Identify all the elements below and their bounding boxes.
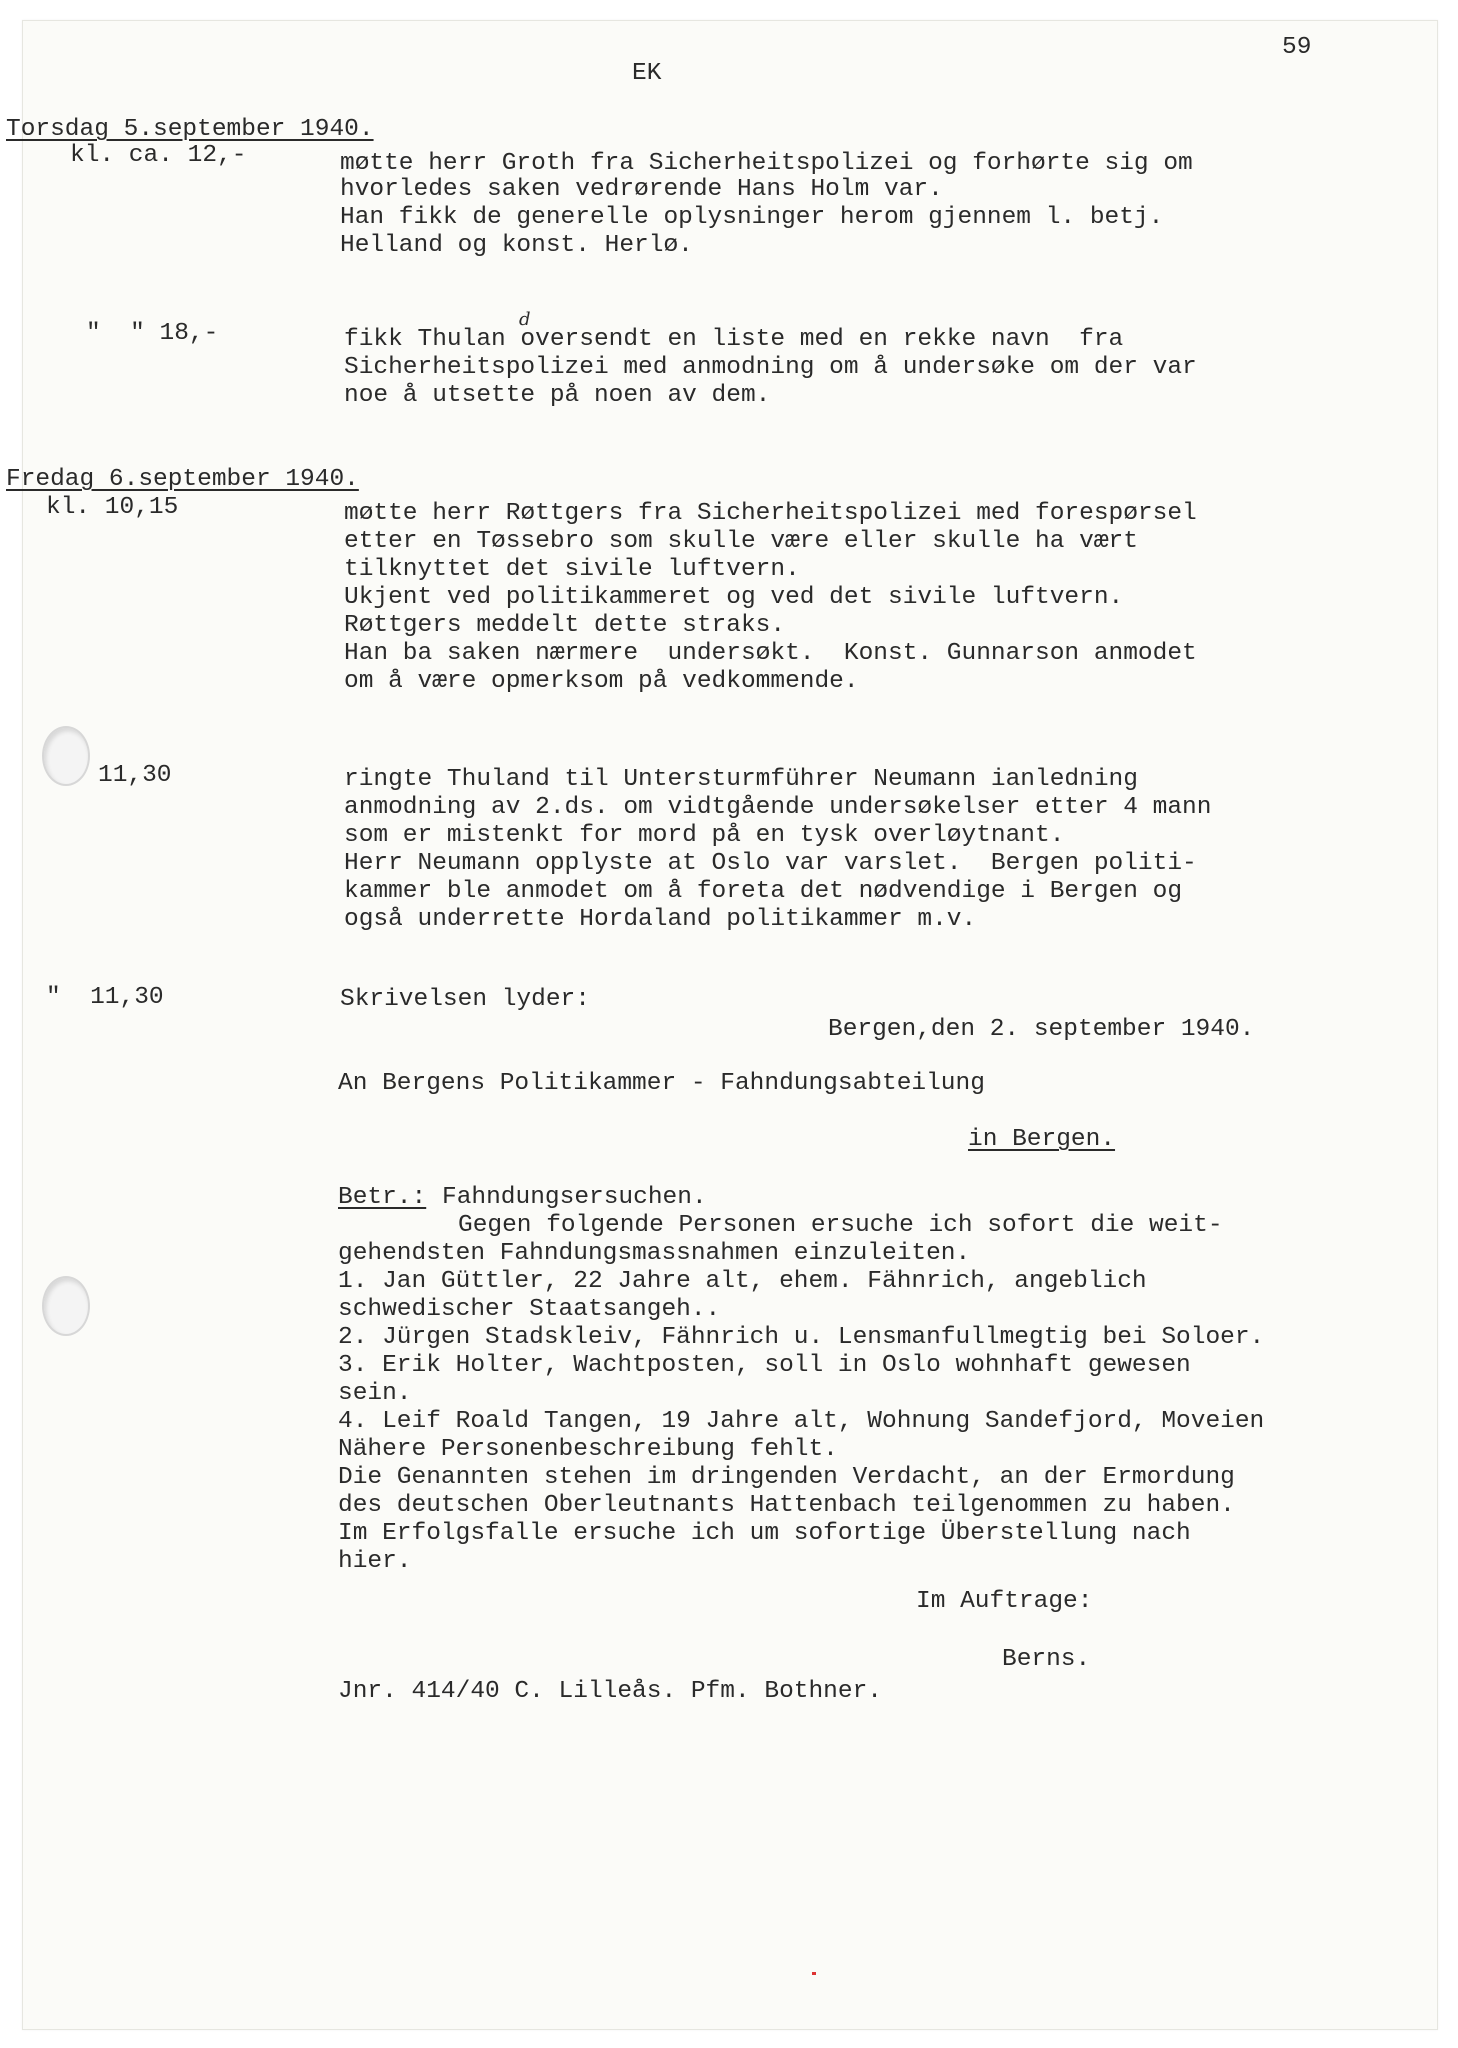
letter-closing: Im Auftrage: — [916, 1588, 1093, 1615]
letter-city: in Bergen. — [968, 1126, 1116, 1153]
letter-line: Die Genannten stehen im dringenden Verdacht, an der Ermordung — [338, 1464, 1235, 1491]
entry-line: Sicherheitspolizei med anmodning om å undersøke om der var — [344, 354, 1197, 381]
entry-line: anmodning av 2.ds. om vidtgående undersøkelser etter 4 mann — [344, 794, 1212, 821]
entry-line: Skrivelsen lyder: — [340, 986, 590, 1013]
journal-reference: Jnr. 414/40 C. Lilleås. Pfm. Bothner. — [338, 1678, 882, 1705]
entry-line: Ukjent ved politikammeret og ved det sivile luftvern. — [344, 584, 1124, 611]
entry-line: møtte herr Groth fra Sicherheitspolizei og forhørte sig om — [340, 150, 1193, 177]
entry-time: kl. 10,15 — [46, 494, 179, 521]
punch-hole-lower — [42, 1276, 90, 1336]
red-ink-speck — [812, 1972, 816, 1975]
letter-subject: Fahndungsersuchen. — [442, 1184, 707, 1211]
entry-line: Herr Neumann opplyste at Oslo var varslet. Bergen politi- — [344, 850, 1197, 877]
page-number: 59 — [1282, 34, 1312, 61]
punch-hole-upper — [42, 726, 90, 786]
letter-address: An Bergens Politikammer - Fahndungsabteilung — [338, 1070, 985, 1097]
entry-line: etter en Tøssebro som skulle være eller skulle ha vært — [344, 528, 1138, 555]
entry-line: fikk Thulan oversendt en liste med en rekke navn fra — [344, 326, 1124, 353]
letter-line: Gegen folgende Personen ersuche ich sofort die weit- — [458, 1212, 1223, 1239]
entry-line: Han ba saken nærmere undersøkt. Konst. Gunnarson anmodet — [344, 640, 1197, 667]
letter-line: Im Erfolgsfalle ersuche ich um sofortige Überstellung nach — [338, 1520, 1191, 1547]
letter-subject-label: Betr.: — [338, 1184, 427, 1211]
letter-line: des deutschen Oberleutnants Hattenbach teilgenommen zu haben. — [338, 1492, 1235, 1519]
letter-line: sein. — [338, 1380, 412, 1407]
letter-line: Nähere Personenbeschreibung fehlt. — [338, 1436, 838, 1463]
letter-line: 2. Jürgen Stadskleiv, Fähnrich u. Lensmanfullmegtig bei Soloer. — [338, 1324, 1265, 1351]
letter-line: gehendsten Fahndungsmassnahmen einzuleiten. — [338, 1240, 971, 1267]
entry-line: ringte Thuland til Untersturmführer Neumann ianledning — [344, 766, 1138, 793]
entry-line: om å være opmerksom på vedkommende. — [344, 668, 859, 695]
entry-time: kl. ca. 12,- — [70, 142, 247, 169]
letter-line: 1. Jan Güttler, 22 Jahre alt, ehem. Fähnrich, angeblich — [338, 1268, 1147, 1295]
entry-time: " " 18,- — [86, 320, 219, 347]
letter-date: Bergen,den 2. september 1940. — [828, 1016, 1255, 1043]
entry-line: også underrette Hordaland politikammer m.v. — [344, 906, 977, 933]
handwritten-correction: d — [519, 309, 531, 330]
entry-line: kammer ble anmodet om å foreta det nødvendige i Bergen og — [344, 878, 1183, 905]
letter-line: schwedischer Staatsangeh.. — [338, 1296, 721, 1323]
entry-line: tilknyttet det sivile luftvern. — [344, 556, 800, 583]
letter-line: 4. Leif Roald Tangen, 19 Jahre alt, Wohnung Sandefjord, Moveien — [338, 1408, 1265, 1435]
entry-line: Røttgers meddelt dette straks. — [344, 612, 786, 639]
letter-line: 3. Erik Holter, Wachtposten, soll in Oslo wohnhaft gewesen — [338, 1352, 1191, 1379]
entry-line: Helland og konst. Herlø. — [340, 232, 693, 259]
entry-time: 11,30 — [98, 762, 172, 789]
date-heading-thursday: Torsdag 5.september 1940. — [6, 116, 374, 143]
entry-line: møtte herr Røttgers fra Sicherheitspolizei med forespørsel — [344, 500, 1197, 527]
date-heading-friday: Fredag 6.september 1940. — [6, 466, 359, 493]
letter-line: hier. — [338, 1548, 412, 1575]
entry-line: Han fikk de generelle oplysninger herom gjennem l. betj. — [340, 204, 1164, 231]
author-initials: EK — [632, 60, 662, 87]
entry-line: som er mistenkt for mord på en tysk overløytnant. — [344, 822, 1065, 849]
entry-line: hvorledes saken vedrørende Hans Holm var. — [340, 176, 943, 203]
letter-signature: Berns. — [1002, 1646, 1091, 1673]
entry-line: noe å utsette på noen av dem. — [344, 382, 771, 409]
entry-time: " 11,30 — [46, 984, 164, 1011]
